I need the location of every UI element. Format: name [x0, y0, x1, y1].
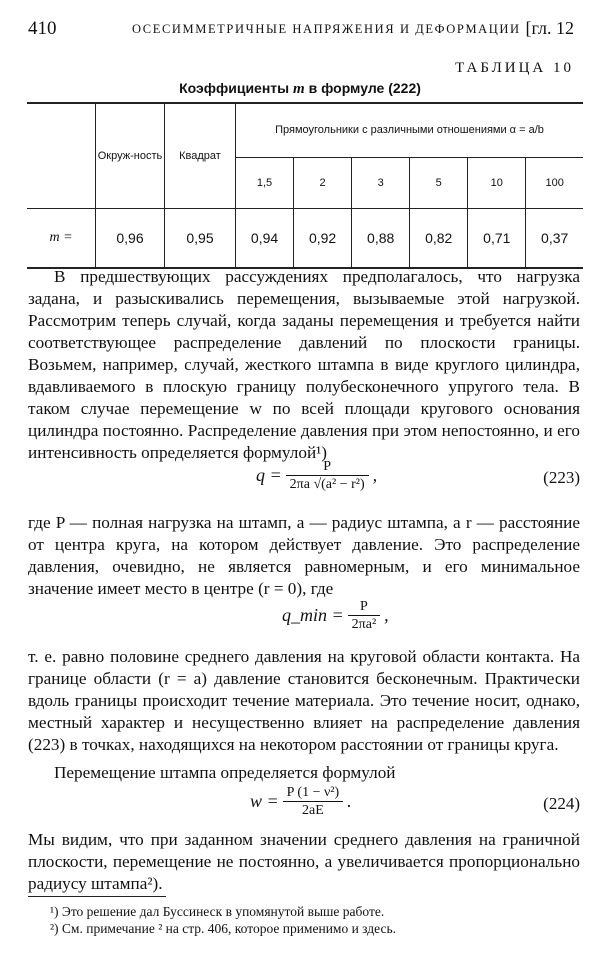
caption-prefix: Коэффициенты [179, 80, 290, 96]
caption-var: m [293, 81, 305, 97]
header-rectangles: Прямоугольники с различными отношениями α = a/b [236, 103, 584, 158]
eq224-numerator: P (1 − ν²) [283, 784, 344, 802]
eq223-numerator: P [286, 458, 369, 476]
ratio-header: 2 [294, 158, 352, 209]
caption-suffix: в формуле (222) [308, 80, 421, 96]
qmin-fraction [348, 598, 380, 633]
value-cell: 0,95 [165, 209, 236, 269]
eq224-number: (224) [543, 794, 580, 813]
eq223-denominator: 2πa √(a² − r²) [289, 477, 365, 492]
ratio-header: 100 [526, 158, 583, 209]
value-cell: 0,82 [410, 209, 468, 269]
footnote-1: ¹) Это решение дал Буссинеск в упомянутой выше работе. [50, 904, 385, 919]
eq224-fraction [283, 784, 344, 819]
value-cell: 0,94 [236, 209, 294, 269]
eq223-lhs: q = [256, 465, 282, 485]
eq224-lhs: w = [250, 791, 279, 811]
paragraph-2: где P — полная нагрузка на штамп, a — радиус штампа, а r — расстояние от центра круга, на котором действует давление. Это распределение давления, очевидно, не является равномерным, и его минимальное значение имеет место в центре (r = 0), где [28, 513, 580, 598]
coefficient-table [27, 102, 583, 269]
equation-224 [28, 784, 580, 828]
qmin-trail: , [384, 605, 389, 625]
value-cell: 0,96 [96, 209, 165, 269]
header-circle: Окруж-ность [96, 103, 165, 209]
value-cell: 0,92 [294, 209, 352, 269]
page-number: 410 [28, 18, 57, 39]
eq223-trail: , [372, 465, 378, 485]
eq224-trail: . [347, 791, 352, 811]
footnote-rule [28, 896, 166, 897]
value-cell: 0,37 [526, 209, 583, 269]
ratio-header: 1,5 [236, 158, 294, 209]
ratio-header: 5 [410, 158, 468, 209]
qmin-lhs: q_min = [282, 605, 344, 625]
page-header [28, 18, 574, 44]
table-label: ТАБЛИЦА 10 [455, 60, 574, 76]
table-caption [0, 80, 600, 98]
ratio-header: 10 [468, 158, 526, 209]
paragraph-4: Перемещение штампа определяется формулой [54, 763, 396, 782]
equation-223 [28, 458, 580, 502]
eq223-number: (223) [543, 468, 580, 487]
eq223-fraction [286, 458, 369, 493]
paragraph-5: Мы видим, что при заданном значении среднего давления на граничной плоскости, перемещение не постоянно, а увеличивается пропорционально радиусу штампа²). [28, 830, 580, 893]
header-square: Квадрат [165, 103, 236, 209]
equation-qmin [28, 598, 580, 642]
value-cell: 0,71 [468, 209, 526, 269]
ratio-header: 3 [352, 158, 410, 209]
eq224-denominator: 2aE [302, 803, 324, 818]
value-cell: 0,88 [352, 209, 410, 269]
qmin-denominator: 2πa² [351, 617, 377, 632]
chapter-ref: [гл. 12 [525, 18, 574, 38]
row-label: m = [27, 209, 96, 269]
paragraph-1: В предшествующих рассуждениях предполагалось, что нагрузка задана, и разыскивались перемещения, вызываемые этой нагрузкой. Рассмотрим теперь случай, когда заданы перемещения и требуется найти соответствующее распределение давлений по плоскости границы. Возьмем, например, случай, жесткого штампа в виде круглого цилиндра, вдавливаемого в плоскую границу полубесконечного упругого тела. В таком случае перемещение w по всей площади кругового основания цилиндра постоянно. Распределение давления при этом непостоянно, и его интенсивность определяется формулой¹) [28, 267, 580, 462]
running-title: ОСЕСИММЕТРИЧНЫЕ НАПРЯЖЕНИЯ И ДЕФОРМАЦИИ [132, 22, 521, 36]
table-corner [27, 103, 96, 209]
qmin-numerator: P [348, 598, 380, 616]
footnote-2: ²) См. примечание ² на стр. 406, которое применимо и здесь. [50, 921, 396, 936]
paragraph-3: т. е. равно половине среднего давления на круговой области контакта. На границе области (r = a) давление становится бесконечным. Практически вдоль границы происходит течение материала. Это течение носит, однако, местный характер и несущественно влияет на распределение давления (223) в точках, находящихся на некотором расстоянии от границы круга. [28, 647, 580, 754]
